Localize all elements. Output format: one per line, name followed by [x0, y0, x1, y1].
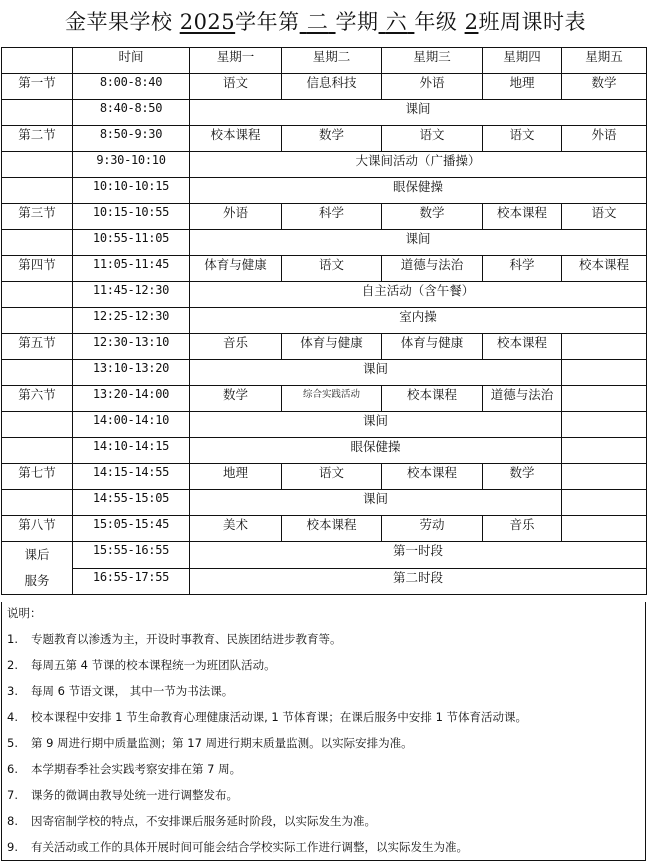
note-item: [2, 654, 645, 680]
class-cell: 道德与法治: [382, 256, 483, 282]
note-item: [2, 758, 645, 784]
note-number: 4.: [7, 710, 18, 724]
period-label: 第五节: [2, 334, 73, 360]
header-time: 时间: [73, 48, 190, 74]
class-cell: 校本课程: [382, 464, 483, 490]
period-label: [2, 308, 73, 334]
class-cell: 校本课程: [483, 334, 562, 360]
class-cell: 道德与法治: [483, 386, 562, 412]
break-cell: 课间: [190, 230, 647, 256]
class-cell: 地理: [483, 74, 562, 100]
table-row: [2, 334, 647, 360]
time-cell: 10:15-10:55: [73, 204, 190, 230]
note-text: 本学期春季社会实践考察安排在第 7 周。: [31, 762, 242, 776]
period-label: 第六节: [2, 386, 73, 412]
class-number: 2: [464, 10, 479, 34]
class-cell: 校本课程: [483, 204, 562, 230]
note-text: 有关活动或工作的具体开展时间可能会结合学校实际工作进行调整，以实际发生为准。: [31, 840, 468, 854]
class-cell: 综合实践活动: [282, 386, 382, 412]
after-school-slot: 第二时段: [190, 568, 647, 595]
time-cell: 8:40-8:50: [73, 100, 190, 126]
class-cell: 语文: [282, 464, 382, 490]
table-row: [2, 74, 647, 100]
friday-cell: [562, 438, 647, 464]
time-cell: 14:55-15:05: [73, 490, 190, 516]
note-item: [2, 628, 645, 654]
note-item: [2, 810, 645, 836]
class-cell: 校本课程: [562, 256, 647, 282]
after-school-row: [2, 542, 647, 569]
period-label: [2, 282, 73, 308]
after-school-label-line: 服务: [24, 573, 50, 588]
class-cell: 体育与健康: [382, 334, 483, 360]
class-cell: 语文: [562, 204, 647, 230]
period-label: 第四节: [2, 256, 73, 282]
time-cell: 16:55-17:55: [73, 568, 190, 595]
class-cell: 劳动: [382, 516, 483, 542]
break-cell: 自主活动（含午餐）: [190, 282, 647, 308]
class-cell: 语文: [382, 126, 483, 152]
table-row: [2, 490, 647, 516]
period-label: [2, 412, 73, 438]
note-item: [2, 784, 645, 810]
note-text: 校本课程中安排 1 节生命教育心理健康活动课, 1 节体育课；在课后服务中安排 1 节体育活动课。: [31, 710, 528, 724]
class-cell: 外语: [382, 74, 483, 100]
break-cell: 课间: [190, 490, 562, 516]
break-cell: 眼保健操: [190, 438, 562, 464]
time-cell: 13:10-13:20: [73, 360, 190, 386]
table-row: [2, 100, 647, 126]
note-number: 7.: [7, 788, 18, 802]
grade: 六: [385, 10, 408, 34]
title-text: 班周课时表: [478, 10, 586, 34]
note-text: 第 9 周进行期中质量监测；第 17 周进行期末质量监测。以实际安排为准。: [31, 736, 413, 750]
table-row: [2, 464, 647, 490]
class-cell: 语文: [282, 256, 382, 282]
class-cell: 科学: [282, 204, 382, 230]
table-row: [2, 360, 647, 386]
title-text: 学年第: [235, 10, 300, 34]
table-row: [2, 386, 647, 412]
time-cell: 11:05-11:45: [73, 256, 190, 282]
time-cell: 15:55-16:55: [73, 542, 190, 569]
after-school-slot: 第一时段: [190, 542, 647, 569]
header-wednesday: 星期三: [382, 48, 483, 74]
class-cell: 信息科技: [282, 74, 382, 100]
time-cell: 12:25-12:30: [73, 308, 190, 334]
timetable: [1, 47, 647, 595]
time-cell: 14:00-14:10: [73, 412, 190, 438]
time-cell: 8:50-9:30: [73, 126, 190, 152]
header-period: [2, 48, 73, 74]
class-cell: [562, 464, 647, 490]
table-row: [2, 438, 647, 464]
note-item: [2, 706, 645, 732]
period-label: 第一节: [2, 74, 73, 100]
break-cell: 眼保健操: [190, 178, 647, 204]
class-cell: 地理: [190, 464, 282, 490]
table-row: [2, 256, 647, 282]
period-label: [2, 100, 73, 126]
note-number: 5.: [7, 736, 18, 750]
after-school-row: [2, 568, 647, 595]
class-cell: 数学: [562, 74, 647, 100]
note-item: [2, 732, 645, 758]
table-row: [2, 126, 647, 152]
note-text: 每周五第 4 节课的校本课程统一为班团队活动。: [31, 658, 276, 672]
table-row: [2, 230, 647, 256]
class-cell: 科学: [483, 256, 562, 282]
period-label: [2, 178, 73, 204]
class-cell: 音乐: [190, 334, 282, 360]
table-row: [2, 516, 647, 542]
header-thursday: 星期四: [483, 48, 562, 74]
time-cell: 15:05-15:45: [73, 516, 190, 542]
table-row: [2, 204, 647, 230]
table-row: [2, 152, 647, 178]
class-cell: 数学: [483, 464, 562, 490]
header-monday: 星期一: [190, 48, 282, 74]
time-cell: 12:30-13:10: [73, 334, 190, 360]
class-cell: [562, 334, 647, 360]
class-cell: 体育与健康: [282, 334, 382, 360]
class-cell: 外语: [562, 126, 647, 152]
period-label: [2, 152, 73, 178]
school-name: 金苹果学校: [65, 10, 173, 34]
period-label: 第七节: [2, 464, 73, 490]
time-cell: 14:10-14:15: [73, 438, 190, 464]
break-cell: 大课间活动（广播操）: [190, 152, 647, 178]
time-cell: 10:55-11:05: [73, 230, 190, 256]
friday-cell: [562, 490, 647, 516]
note-number: 2.: [7, 658, 18, 672]
break-cell: 课间: [190, 100, 647, 126]
class-cell: 数学: [282, 126, 382, 152]
class-cell: [562, 386, 647, 412]
after-school-label-line: 课后: [24, 547, 50, 562]
table-row: [2, 412, 647, 438]
note-item: [2, 836, 645, 862]
note-number: 8.: [7, 814, 18, 828]
notes-heading: 说明：: [7, 606, 42, 620]
table-row: [2, 282, 647, 308]
break-cell: 课间: [190, 412, 562, 438]
school-year: 2025: [179, 10, 236, 34]
table-row: [2, 308, 647, 334]
period-label: [2, 438, 73, 464]
table-row: [2, 178, 647, 204]
note-number: 9.: [7, 840, 18, 854]
time-cell: 10:10-10:15: [73, 178, 190, 204]
period-label: 第八节: [2, 516, 73, 542]
friday-cell: [562, 412, 647, 438]
note-number: 3.: [7, 684, 18, 698]
semester: 二: [306, 10, 329, 34]
break-cell: 室内操: [190, 308, 647, 334]
time-cell: 14:15-14:55: [73, 464, 190, 490]
class-cell: 数学: [190, 386, 282, 412]
note-item: [2, 680, 645, 706]
period-label: 第二节: [2, 126, 73, 152]
header-tuesday: 星期二: [282, 48, 382, 74]
class-cell: 体育与健康: [190, 256, 282, 282]
note-text: 专题教育以渗透为主，开设时事教育、民族团结进步教育等。: [31, 632, 342, 646]
period-label: [2, 230, 73, 256]
note-number: 1.: [7, 632, 18, 646]
note-text: 因寄宿制学校的特点，不安排课后服务延时阶段，以实际发生为准。: [31, 814, 376, 828]
period-label: [2, 490, 73, 516]
after-school-label: [2, 542, 73, 595]
class-cell: [562, 516, 647, 542]
class-cell: 外语: [190, 204, 282, 230]
page-title: [0, 6, 651, 36]
time-cell: 11:45-12:30: [73, 282, 190, 308]
class-cell: 数学: [382, 204, 483, 230]
note-number: 6.: [7, 762, 18, 776]
note-text: 课务的微调由教导处统一进行调整发布。: [31, 788, 238, 802]
class-cell: 美术: [190, 516, 282, 542]
class-cell: 语文: [190, 74, 282, 100]
class-cell: 语文: [483, 126, 562, 152]
header-row: [2, 48, 647, 74]
class-cell: 校本课程: [382, 386, 483, 412]
time-cell: 9:30-10:10: [73, 152, 190, 178]
note-text: 每周 6 节语文课， 其中一节为书法课。: [31, 684, 234, 698]
time-cell: 13:20-14:00: [73, 386, 190, 412]
class-cell: 音乐: [483, 516, 562, 542]
title-text: 学期: [335, 10, 379, 34]
time-cell: 8:00-8:40: [73, 74, 190, 100]
header-friday: 星期五: [562, 48, 647, 74]
period-label: [2, 360, 73, 386]
friday-cell: [562, 360, 647, 386]
title-text: 年级: [414, 10, 458, 34]
break-cell: 课间: [190, 360, 562, 386]
period-label: 第三节: [2, 204, 73, 230]
class-cell: 校本课程: [190, 126, 282, 152]
notes-section: [1, 602, 646, 861]
class-cell: 校本课程: [282, 516, 382, 542]
